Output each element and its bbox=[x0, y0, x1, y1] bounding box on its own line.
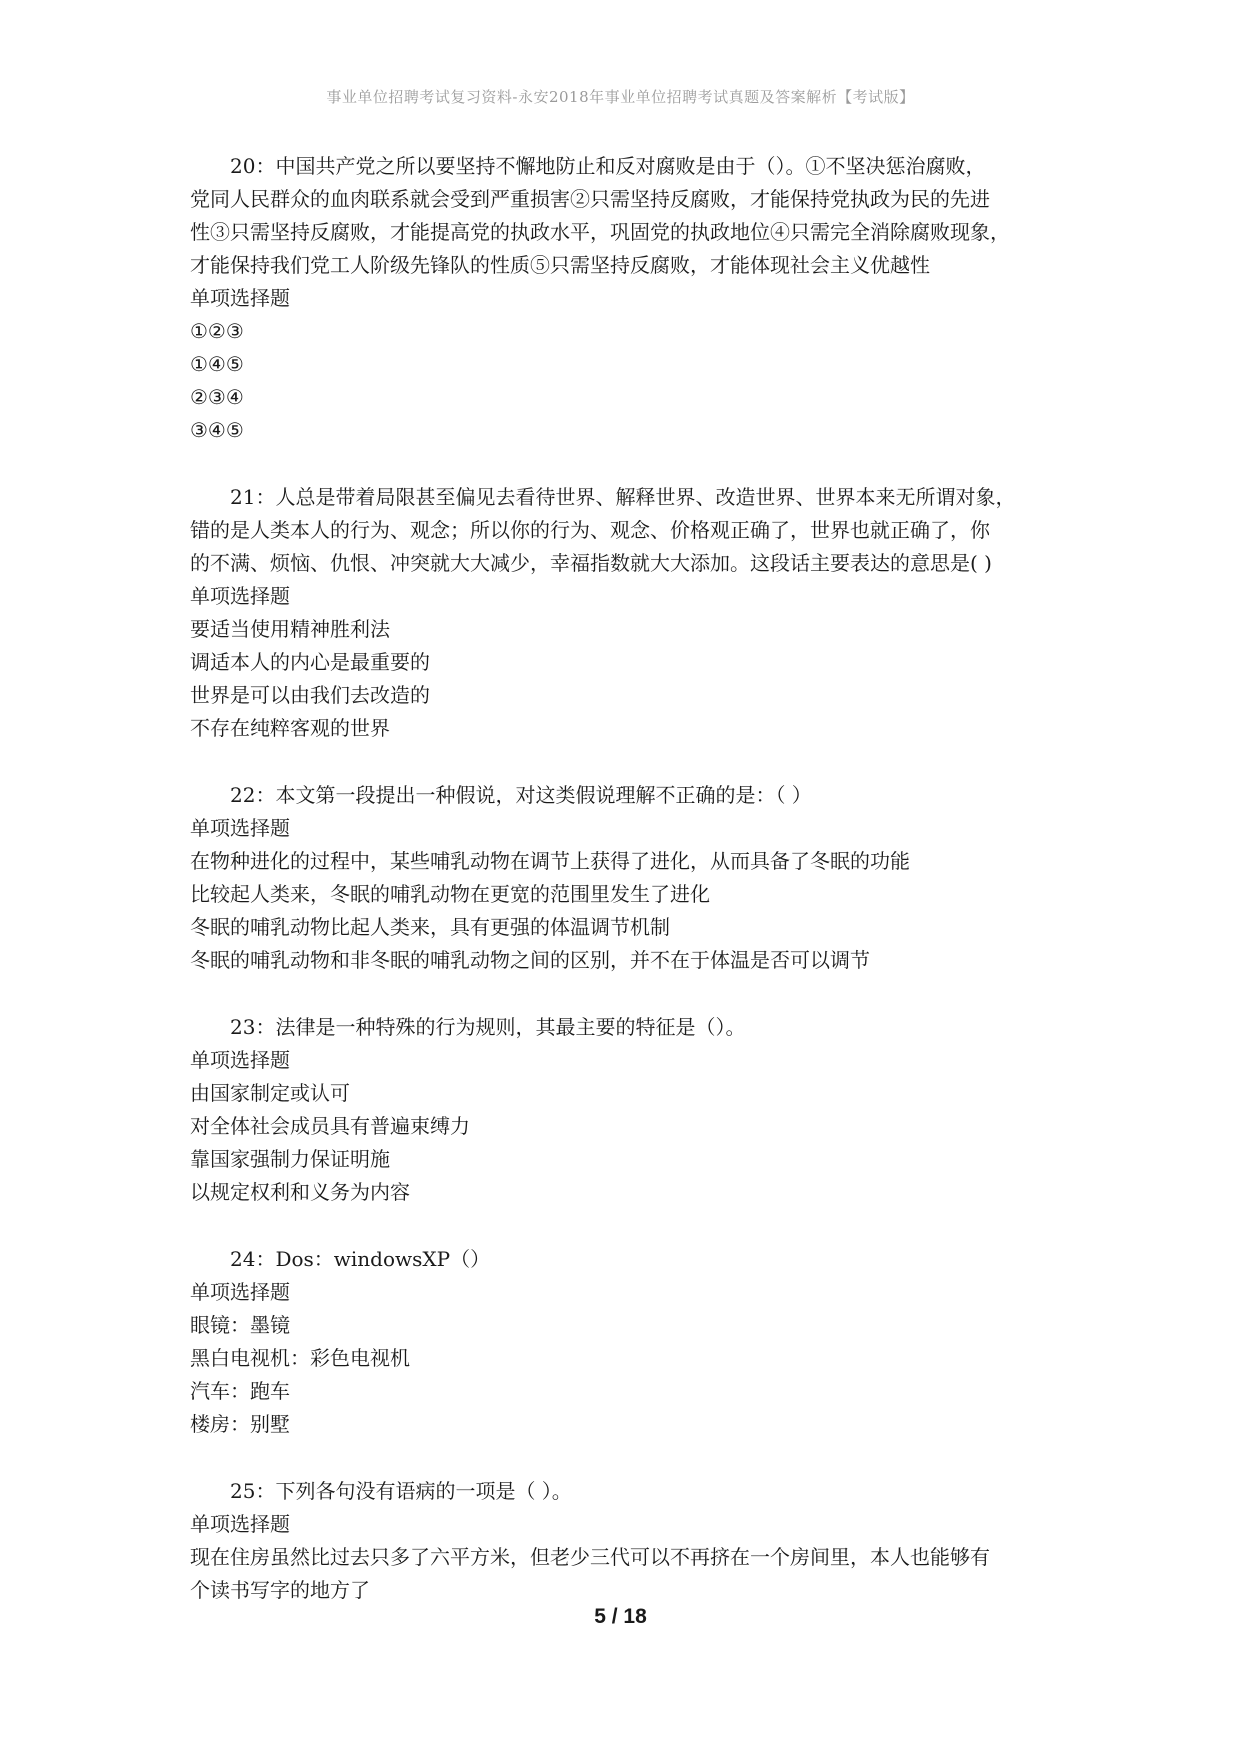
answer-option: 冬眠的哺乳动物比起人类来，具有更强的体温调节机制 bbox=[190, 915, 670, 939]
question-20 bbox=[190, 150, 1070, 447]
question-type: 单项选择题 bbox=[190, 584, 290, 608]
answer-option: 世界是可以由我们去改造的 bbox=[190, 683, 430, 707]
question-type: 单项选择题 bbox=[190, 1280, 290, 1304]
question-24 bbox=[190, 1243, 1070, 1441]
answer-option: 在物种进化的过程中，某些哺乳动物在调节上获得了进化，从而具备了冬眠的功能 bbox=[190, 849, 910, 873]
question-stem bbox=[190, 150, 1070, 282]
question-23 bbox=[190, 1011, 1070, 1209]
answer-option: 黑白电视机：彩色电视机 bbox=[190, 1346, 410, 1370]
page-number: 5 / 18 bbox=[594, 1605, 647, 1628]
answer-option: 以规定权利和义务为内容 bbox=[190, 1180, 410, 1204]
stem-line: 23：法律是一种特殊的行为规则，其最主要的特征是（）。 bbox=[230, 1015, 746, 1039]
stem-line: 的不满、烦恼、仇恨、冲突就大大减少，幸福指数就大大添加。这段话主要表达的意思是( ) bbox=[190, 551, 992, 575]
question-stem bbox=[190, 481, 1070, 580]
answer-option: 个读书写字的地方了 bbox=[190, 1578, 370, 1602]
question-type: 单项选择题 bbox=[190, 1048, 290, 1072]
stem-line: 22：本文第一段提出一种假说，对这类假说理解不正确的是：（ ） bbox=[230, 783, 812, 807]
answer-option: 由国家制定或认可 bbox=[190, 1081, 350, 1105]
answer-option: 对全体社会成员具有普遍束缚力 bbox=[190, 1114, 470, 1138]
stem-line: 21：人总是带着局限甚至偏见去看待世界、解释世界、改造世界、世界本来无所谓对象， bbox=[230, 485, 1016, 509]
answer-option: 眼镜：墨镜 bbox=[190, 1313, 290, 1337]
stem-line: 性③只需坚持反腐败，才能提高党的执政水平，巩固党的执政地位④只需完全消除腐败现象， bbox=[190, 220, 1010, 244]
answer-option: 汽车：跑车 bbox=[190, 1379, 290, 1403]
question-type: 单项选择题 bbox=[190, 1512, 290, 1536]
stem-line: 党同人民群众的血肉联系就会受到严重损害②只需坚持反腐败，才能保持党执政为民的先进 bbox=[190, 187, 990, 211]
stem-line: 25：下列各句没有语病的一项是（ ）。 bbox=[230, 1479, 572, 1503]
stem-line: 错的是人类本人的行为、观念；所以你的行为、观念、价格观正确了，世界也就正确了，你 bbox=[190, 518, 990, 542]
stem-line: 才能保持我们党工人阶级先锋队的性质⑤只需坚持反腐败，才能体现社会主义优越性 bbox=[190, 253, 930, 277]
answer-option: 冬眠的哺乳动物和非冬眠的哺乳动物之间的区别，并不在于体温是否可以调节 bbox=[190, 948, 870, 972]
answer-option: 要适当使用精神胜利法 bbox=[190, 617, 390, 641]
question-21 bbox=[190, 481, 1070, 745]
question-type: 单项选择题 bbox=[190, 816, 290, 840]
question-stem bbox=[190, 1011, 1070, 1044]
question-stem bbox=[190, 779, 1070, 812]
page-header: 事业单位招聘考试复习资料-永安2018年事业单位招聘考试真题及答案解析【考试版】 bbox=[326, 88, 915, 106]
stem-line: 24：Dos：windowsXP（） bbox=[230, 1247, 491, 1271]
question-stem bbox=[190, 1475, 1070, 1508]
question-25 bbox=[190, 1475, 1070, 1607]
stem-line: 20：中国共产党之所以要坚持不懈地防止和反对腐败是由于（）。①不坚决惩治腐败， bbox=[230, 154, 986, 178]
answer-option: 不存在纯粹客观的世界 bbox=[190, 716, 390, 740]
question-type: 单项选择题 bbox=[190, 286, 290, 310]
question-list bbox=[190, 150, 1070, 1641]
answer-option: ①②③ bbox=[190, 319, 244, 343]
answer-option: ③④⑤ bbox=[190, 418, 244, 442]
answer-option: 楼房：别墅 bbox=[190, 1412, 290, 1436]
question-22 bbox=[190, 779, 1070, 977]
question-stem bbox=[190, 1243, 1070, 1276]
answer-option: ①④⑤ bbox=[190, 352, 244, 376]
answer-option: 现在住房虽然比过去只多了六平方米，但老少三代可以不再挤在一个房间里，本人也能够有 bbox=[190, 1545, 990, 1569]
answer-option: 调适本人的内心是最重要的 bbox=[190, 650, 430, 674]
answer-option: 比较起人类来，冬眠的哺乳动物在更宽的范围里发生了进化 bbox=[190, 882, 710, 906]
answer-option: 靠国家强制力保证明施 bbox=[190, 1147, 390, 1171]
answer-option: ②③④ bbox=[190, 385, 244, 409]
